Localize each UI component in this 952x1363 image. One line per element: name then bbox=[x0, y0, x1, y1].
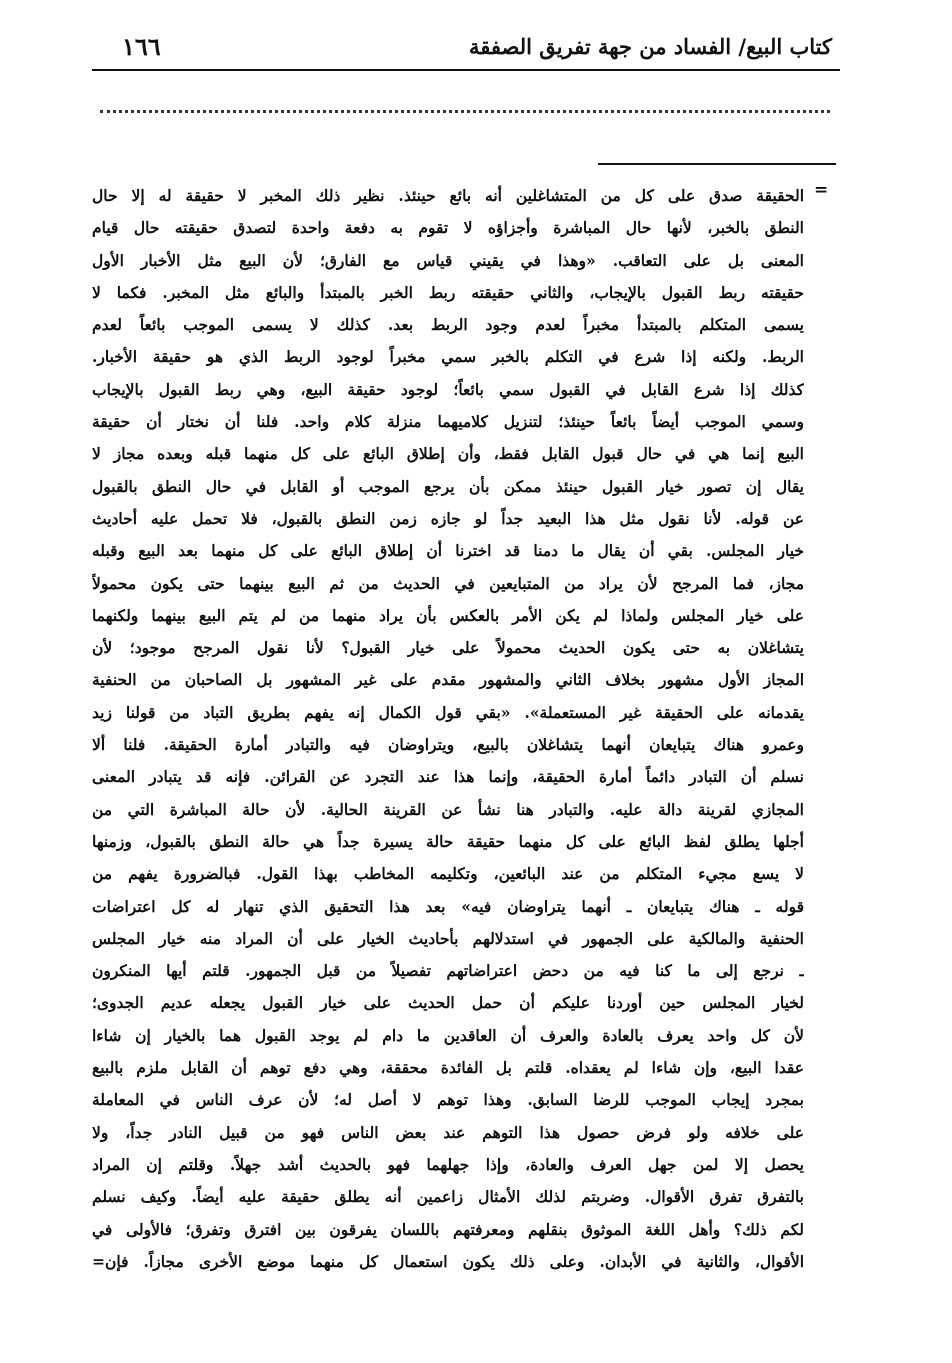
footnote-line: الربط. ولكنه إذا شرع في التكلم بالخبر سمي مخبراً لوجود الربط الذي هو حقيقة الأخبار. bbox=[92, 347, 804, 367]
footnote-line: خيار المجلس. بقي أن يقال ما دمنا قد اخترنا أن إطلاق البائع على كل منهما بعد البيع وقبله bbox=[92, 541, 804, 561]
footnote-line: الحنفية والمالكية على الجمهور في استدلالهم بأحاديث الخيار على أن المراد منه خيار المجلس bbox=[92, 928, 804, 948]
header-rule bbox=[92, 69, 840, 71]
footnote-line: لكم ذلك؟ وأهل اللغة الموثوق بنقلهم ومعرفتهم باللسان يفرقون بين افترق وتفرق؛ فالأولى في bbox=[92, 1219, 804, 1239]
footnote-line: يقال إن تصور خيار القبول حينئذ ممكن بأن يرجع الموجب أو القابل في حال النطق بالقبول bbox=[92, 476, 804, 496]
footnote-continuation-marker: = bbox=[814, 180, 829, 200]
dotted-separator bbox=[100, 110, 830, 113]
footnote-line: البيع إنما هي في حال قبول القابل فقط، وأن إطلاق البائع على كل منهما قبله وبعده مجاز لا bbox=[92, 444, 804, 464]
footnote-line: كذلك إذا شرع القابل في القبول سمي بائعاً؛ لوجود حقيقة البيع، وهي ربط القبول بالإيجاب bbox=[92, 379, 804, 399]
footnote-line: قوله ـ هناك يتبايعان ـ أنهما يتراوضان فيه» بعد هذا التحقيق الذي تنهار له كل اعتراضات bbox=[92, 896, 804, 916]
footnote-line: يسمى المتكلم بالمبتدأ مخبراً لعدم وجود الربط بعد. كذلك لا يسمى الموجب بائعاً لعدم bbox=[92, 315, 804, 335]
footnote-line: لا يسع مجيء المتكلم من عند البائعين، وتكليمه المخاطب بهذا القول. فبالضرورة يفهم من bbox=[92, 864, 804, 884]
footnote-line: ـ نرجع إلى ما كنا فيه من دحض اعتراضاتهم تفصيلاً من قبل الجمهور. قلتم أيها المنكرون bbox=[92, 961, 804, 981]
footnote-line: أجلها يطلق لفظ البائع على كل منهما حقيقة حالة يسيرة جداً هي حالة النطق بالقبول، وزمنها bbox=[92, 831, 804, 851]
footnote-line: المجازي لقرينة دالة عليه. والتبادر هنا نشأ عن القرينة الحالية. لأن حالة المباشرة التي من bbox=[92, 799, 804, 819]
footnote-line: لخيار المجلس حين أوردنا عليكم أن حمل الحديث على خيار القبول يجعله عديم الجدوى؛ bbox=[92, 993, 804, 1013]
footnote-body bbox=[92, 180, 804, 1278]
footnote-line: على خيار المجلس ولماذا لم يكن الأمر بالعكس بأن يراد منهما من لم يتم البيع بينهما ولكنهما bbox=[92, 605, 804, 625]
footnote-line: بالتفرق تفرق الأقوال. وضربتم لذلك الأمثال زاعمين أنه يطلق حقيقة عليه أيضاً. وكيف نسلم bbox=[92, 1187, 804, 1207]
footnote-line: على خلافه ولو فرض حصول هذا التوهم عند بعض الناس فهو من قبيل النادر جداً، ولا bbox=[92, 1122, 804, 1142]
running-title: كتاب البيع/ الفساد من جهة تفريق الصفقة bbox=[469, 34, 832, 59]
footnote-line: حقيقته ربط القبول بالإيجاب، والثاني حقيقته ربط الخبر بالمبتدأ والبائع مثل المخبر. فكما لا bbox=[92, 282, 804, 302]
footnote-line: الأقوال، والثانية في الأبدان. وعلى ذلك يكون استعمال كل منهما موضع الأخرى مجازاً. فإن= bbox=[92, 1251, 804, 1271]
footnote-line: يتشاغلان به حتى يكون الحديث محمولاً على خيار القبول؟ لأنا نقول المرجح موجود؛ لأن bbox=[92, 638, 804, 658]
footnote-separator bbox=[598, 163, 836, 165]
footnote-line: عن قوله. لأنا نقول مثل هذا البعيد جداً لو جازه زمن النطق بالقبول، فلا تحمل عليه أحاديث bbox=[92, 508, 804, 528]
footnote-line: المجاز الأول مشهور بخلاف الثاني والمشهور مقدم على غير المشهور بل الصاحبان من الحنفية bbox=[92, 670, 804, 690]
footnote-line: المعنى بل على التعاقب. «وهذا في يقيني قياس مع الفارق؛ لأن البيع مثل الأخبار الأول bbox=[92, 250, 804, 270]
footnote-line: الحقيقة صدق على كل من المتشاغلين أنه بائع حينئذ. نظير ذلك المخبر لا حقيقة له إلا حال bbox=[92, 186, 804, 205]
page-number: ١٦٦ bbox=[122, 32, 161, 61]
footnote-line: يحصل إلا لمن جهل العرف والعادة، وإذا جهلهما فهو بالحديث أشد جهلاً. وقلتم إن المراد bbox=[92, 1154, 804, 1174]
footnote-line: مجاز، فما المرجح لأن يراد من المتبايعين في الحديث من ثم البيع بينهما حتى يكون محمولاً bbox=[92, 573, 804, 593]
footnote-line: نسلم أن التبادر دائماً أمارة الحقيقة، وإنما هذا عند التجرد عن القرائن. فإنه قد يتبادر المعنى bbox=[92, 767, 804, 787]
footnote-line: لأن كل واحد يعرف بالعادة والعرف أن العاقدين ما دام لم يوجد القبول هما بالخيار إن شاءا bbox=[92, 1025, 804, 1045]
footnote-line: عقدا البيع، وإن شاءا لم يعقداه. قلتم بل الفائدة محققة، وهي دفع توهم أن القابل ملزم بالبيع bbox=[92, 1058, 804, 1078]
footnote-line: وعمرو هناك يتبايعان أنهما يتشاغلان بالبيع، ويتراوضان فيه والتبادر أمارة الحقيقة. فلنا ألا bbox=[92, 735, 804, 755]
footnote-line: وسمي الموجب أيضاً بائعاً حينئذ؛ لتنزيل كلاميهما منزلة كلام واحد. فلنا أن نختار أن حقيقة bbox=[92, 412, 804, 432]
page-header bbox=[92, 28, 840, 68]
footnote-line: النطق بالخبر، لأنها حال المباشرة وأجزاؤه لا تقوم به دفعة واحدة لتصدق حقيقته حال قيام bbox=[92, 218, 804, 238]
footnote-line: بمجرد إيجاب الموجب للرضا السابق. وهذا توهم لا أصل له؛ لأن عرف الناس في المعاملة bbox=[92, 1090, 804, 1110]
footnote-line: يقدمانه على الحقيقة غير المستعملة». «بقي قول الكمال إنه يفهم بطريق التباد من قولنا زيد bbox=[92, 702, 804, 722]
